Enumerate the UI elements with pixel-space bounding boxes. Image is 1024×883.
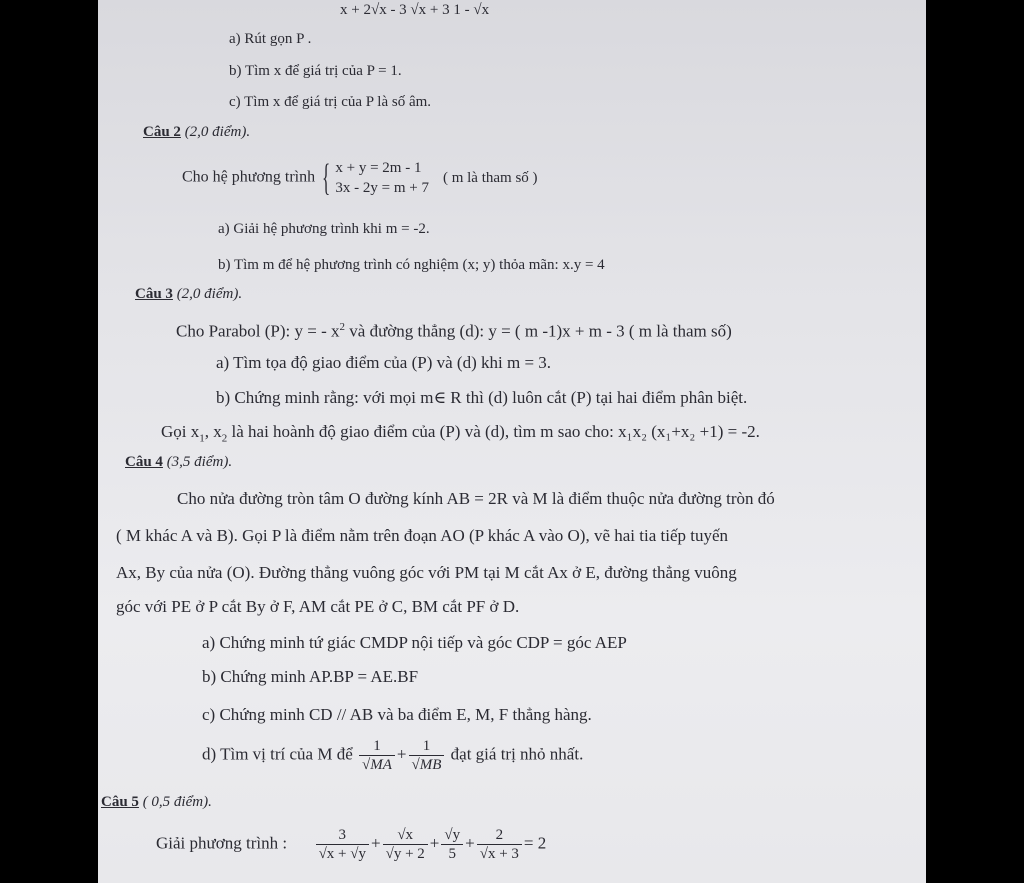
fraction-1-over-sqrt-ma: $\frac{1}{√MA}$	[359, 737, 395, 774]
q2-part-a: a) Giải hệ phương trình khi m = -2.	[218, 221, 430, 237]
q1-part-a: a) Rút gọn P .	[229, 31, 312, 47]
question-5-number: Câu 5	[101, 794, 139, 810]
q3-part-b: b) Chứng minh rằng: với mọi m∈ R thì (d) luôn cắt (P) tại hai điểm phân biệt.	[216, 388, 748, 407]
q3-parabola-statement: Cho Parabol (P): y = - $x^2$ và đường thẳng (d): y = ( m -1)x + m - 3 ( m là tham số)	[176, 321, 732, 341]
fraction-term-2: $\frac{√x}{√y + 2}$	[383, 826, 428, 863]
question-4-number: Câu 4	[125, 454, 163, 470]
q4-part-b: b) Chứng minh AP.BP = AE.BF	[202, 667, 419, 686]
top-cut-expression: x + 2√x - 3 √x + 3 1 - √x	[340, 2, 490, 18]
question-5-points: ( 0,5 điểm).	[142, 794, 212, 810]
q1-part-c: c) Tìm x để giá trị của P là số âm.	[229, 94, 432, 110]
q3-part-a: a) Tìm tọa độ giao điểm của (P) và (d) khi m = 3.	[216, 353, 552, 372]
equation-1: x + y = 2m - 1	[335, 160, 422, 176]
question-2-number: Câu 2	[143, 124, 181, 140]
q2-intro-text: Cho hệ phương trình	[182, 168, 316, 186]
q4-paragraph-line-2: ( M khác A và B). Gọi P là điểm nằm trên đoạn AO (P khác A vào O), vẽ hai tia tiếp tuyến	[116, 526, 729, 545]
fraction-1-over-sqrt-mb: $\frac{1}{√MB}$	[409, 737, 445, 774]
fraction-term-3: $\frac{√y}{5}$	[441, 826, 463, 863]
question-4-heading	[125, 452, 232, 472]
fraction-term-4: $\frac{2}{√x + 3}$	[477, 826, 522, 863]
q2-parameter-note: ( m là tham số )	[442, 169, 538, 186]
q2-part-b: b) Tìm m để hệ phương trình có nghiệm (x; y) thỏa mãn: x.y = 4	[218, 257, 605, 273]
q4-part-d: d) Tìm vị trí của M để $\frac{1}{√MA}$ + $\frac{1}{√MB}$ đạt giá trị nhỏ nhất.	[202, 738, 584, 773]
q2-system-statement	[182, 158, 538, 198]
q4-part-c: c) Chứng minh CD // AB và ba điểm E, M, F thẳng hàng.	[202, 705, 592, 724]
q3-extra-condition: Gọi $x_1$, $x_2$ là hai hoành độ giao điểm của (P) và (d), tìm m sao cho: x₁x₂ (x₁+x₂ +1) = -2.	[161, 422, 760, 445]
fraction-term-1: $\frac{3}{√x + √y}$	[316, 826, 369, 863]
q4-paragraph-line-3: Ax, By của nửa (O). Đường thẳng vuông góc với PM tại M cắt Ax ở E, đường thẳng vuông	[116, 563, 737, 582]
q1-part-b: b) Tìm x để giá trị của P = 1.	[229, 63, 402, 79]
question-2-points: (2,0 điểm).	[184, 124, 251, 140]
question-3-points: (2,0 điểm).	[176, 286, 243, 302]
system-brace-icon: {	[322, 157, 331, 199]
equation-system	[335, 158, 429, 198]
question-4-points: (3,5 điểm).	[166, 454, 233, 470]
q4-paragraph-line-4: góc với PE ở P cắt By ở F, AM cắt PE ở C, BM cắt PF ở D.	[116, 597, 520, 616]
equation-2: 3x - 2y = m + 7	[335, 180, 429, 196]
question-2-heading	[143, 122, 250, 142]
question-3-number: Câu 3	[135, 286, 173, 302]
q4-part-a: a) Chứng minh tứ giác CMDP nội tiếp và góc CDP = góc AEP	[202, 633, 627, 652]
exam-paper	[98, 0, 926, 883]
question-3-heading	[135, 284, 242, 304]
q4-paragraph-line-1: Cho nửa đường tròn tâm O đường kính AB = 2R và M là điểm thuộc nửa đường tròn đó	[177, 489, 775, 508]
q5-equation: Giải phương trình : $\frac{3}{√x + √y}$ + $\frac{√x}{√y + 2}$ + $\frac{√y}{5}$ + $\frac{2}{√x + 3}$ = 2	[156, 827, 547, 862]
question-5-heading	[101, 792, 212, 812]
